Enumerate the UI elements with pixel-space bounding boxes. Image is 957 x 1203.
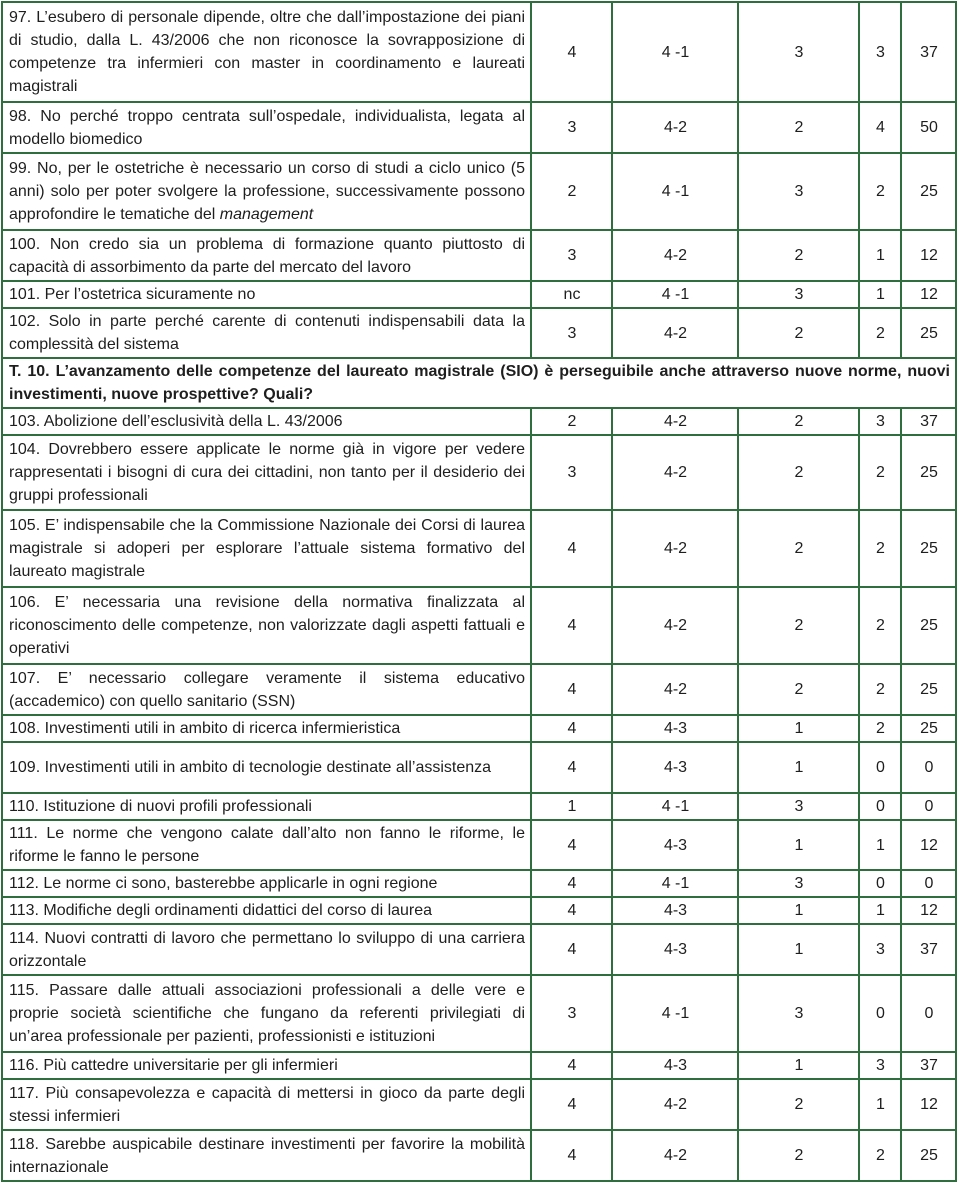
value-cell-3: 2 (738, 435, 859, 510)
statement-cell (2, 1052, 531, 1079)
value-cell-1: 4 (531, 2, 612, 102)
value-cell-1: nc (531, 281, 612, 308)
statement-text: 114. Nuovi contratti di lavoro che permettano lo sviluppo di una carriera orizzontale (9, 929, 525, 970)
table-row (2, 1052, 956, 1079)
value-cell-5: 25 (901, 153, 956, 230)
statement-cell (2, 435, 531, 510)
statement-cell (2, 308, 531, 358)
value-cell-4: 2 (859, 1130, 901, 1181)
value-cell-1: 4 (531, 1130, 612, 1181)
value-cell-4: 2 (859, 308, 901, 358)
value-cell-3: 2 (738, 102, 859, 153)
statement-cell (2, 715, 531, 742)
value-cell-1: 3 (531, 435, 612, 510)
value-cell-3: 3 (738, 793, 859, 820)
value-cell-3: 1 (738, 897, 859, 924)
value-cell-3: 1 (738, 742, 859, 793)
value-cell-3: 3 (738, 281, 859, 308)
statement-text: 107. E’ necessario collegare veramente il sistema educativo (accademico) con quello sanitario (SSN) (9, 669, 525, 710)
statement-text: 109. Investimenti utili in ambito di tecnologie destinate all’assistenza (9, 759, 492, 776)
statement-text: 115. Passare dalle attuali associazioni professionali a delle vere e proprie società scientifiche che fungano da referenti privilegiati di un’area professionale per pazienti, professionisti e istituzioni (9, 982, 525, 1045)
value-cell-4: 1 (859, 1079, 901, 1130)
statement-italic-text: management (219, 206, 314, 223)
value-cell-1: 4 (531, 924, 612, 975)
table-row (2, 715, 956, 742)
value-cell-2: 4-3 (612, 897, 738, 924)
value-cell-5: 37 (901, 1052, 956, 1079)
value-cell-5: 50 (901, 102, 956, 153)
value-cell-5: 12 (901, 281, 956, 308)
table-row (2, 1079, 956, 1130)
value-cell-4: 0 (859, 870, 901, 897)
table-row (2, 408, 956, 435)
value-cell-3: 2 (738, 408, 859, 435)
value-cell-1: 4 (531, 664, 612, 715)
value-cell-5: 37 (901, 408, 956, 435)
value-cell-2: 4-2 (612, 102, 738, 153)
table-row (2, 281, 956, 308)
value-cell-4: 1 (859, 897, 901, 924)
value-cell-2: 4-2 (612, 408, 738, 435)
statement-text: 111. Le norme che vengono calate dall’alto non fanno le riforme, le riforme le fanno le persone (9, 825, 525, 865)
table-row (2, 820, 956, 870)
value-cell-5: 12 (901, 1079, 956, 1130)
delphi-results-table (1, 1, 957, 1182)
statement-text: 113. Modifiche degli ordinamenti didattici del corso di laurea (9, 902, 433, 919)
value-cell-1: 4 (531, 715, 612, 742)
table-row (2, 664, 956, 715)
value-cell-5: 25 (901, 308, 956, 358)
value-cell-1: 4 (531, 1079, 612, 1130)
value-cell-4: 0 (859, 793, 901, 820)
statement-cell (2, 975, 531, 1052)
value-cell-5: 12 (901, 820, 956, 870)
value-cell-1: 3 (531, 975, 612, 1052)
value-cell-1: 2 (531, 153, 612, 230)
value-cell-4: 3 (859, 2, 901, 102)
value-cell-2: 4-2 (612, 308, 738, 358)
value-cell-4: 2 (859, 435, 901, 510)
value-cell-1: 4 (531, 1052, 612, 1079)
statement-cell (2, 820, 531, 870)
value-cell-1: 4 (531, 820, 612, 870)
table-row (2, 435, 956, 510)
value-cell-4: 3 (859, 924, 901, 975)
statement-cell (2, 870, 531, 897)
value-cell-2: 4-3 (612, 924, 738, 975)
table-row (2, 1130, 956, 1181)
statement-cell (2, 230, 531, 281)
value-cell-1: 2 (531, 408, 612, 435)
value-cell-4: 2 (859, 153, 901, 230)
value-cell-3: 2 (738, 230, 859, 281)
value-cell-5: 25 (901, 587, 956, 664)
value-cell-5: 0 (901, 793, 956, 820)
value-cell-5: 0 (901, 742, 956, 793)
statement-cell (2, 664, 531, 715)
value-cell-5: 0 (901, 870, 956, 897)
value-cell-3: 2 (738, 587, 859, 664)
statement-cell (2, 924, 531, 975)
value-cell-5: 25 (901, 1130, 956, 1181)
table-row (2, 742, 956, 793)
statement-text: 106. E’ necessaria una revisione della normativa finalizzata al riconoscimento delle competenze, non valorizzate dagli aspetti fattuali e operativi (9, 594, 525, 657)
statement-text: 100. Non credo sia un problema di formazione quanto piuttosto di capacità di assorbimento da parte del mercato del lavoro (9, 235, 525, 276)
table-row (2, 897, 956, 924)
value-cell-3: 2 (738, 308, 859, 358)
value-cell-3: 1 (738, 820, 859, 870)
value-cell-4: 3 (859, 1052, 901, 1079)
table-row (2, 153, 956, 230)
value-cell-5: 37 (901, 924, 956, 975)
statement-text: 108. Investimenti utili in ambito di ricerca infermieristica (9, 720, 401, 737)
statement-cell (2, 281, 531, 308)
value-cell-2: 4 -1 (612, 153, 738, 230)
statement-cell (2, 793, 531, 820)
table-row (2, 308, 956, 358)
value-cell-2: 4 -1 (612, 281, 738, 308)
value-cell-2: 4-2 (612, 664, 738, 715)
statement-cell (2, 742, 531, 793)
value-cell-3: 3 (738, 870, 859, 897)
value-cell-1: 4 (531, 587, 612, 664)
value-cell-2: 4-2 (612, 1079, 738, 1130)
statement-text: 105. E’ indispensabile che la Commissione Nazionale dei Corsi di laurea magistrale si adoperi per esplorare l’attuale sistema formativo del laureato magistrale (9, 517, 525, 580)
value-cell-1: 4 (531, 742, 612, 793)
value-cell-3: 3 (738, 153, 859, 230)
table-row (2, 510, 956, 587)
section-question: T. 10. L’avanzamento delle competenze del laureato magistrale (SIO) è perseguibile anche attraverso nuove norme, nuovi investimenti, nuove prospettive? Quali? (2, 358, 956, 408)
value-cell-4: 1 (859, 820, 901, 870)
value-cell-5: 37 (901, 2, 956, 102)
statement-cell (2, 510, 531, 587)
statement-cell (2, 408, 531, 435)
value-cell-4: 1 (859, 230, 901, 281)
value-cell-2: 4-2 (612, 230, 738, 281)
value-cell-5: 25 (901, 435, 956, 510)
value-cell-3: 3 (738, 975, 859, 1052)
table-row (2, 230, 956, 281)
value-cell-1: 3 (531, 308, 612, 358)
value-cell-4: 4 (859, 102, 901, 153)
table-row (2, 793, 956, 820)
value-cell-4: 2 (859, 664, 901, 715)
statement-cell (2, 1079, 531, 1130)
value-cell-5: 25 (901, 664, 956, 715)
value-cell-5: 12 (901, 230, 956, 281)
value-cell-4: 3 (859, 408, 901, 435)
value-cell-3: 3 (738, 2, 859, 102)
value-cell-3: 2 (738, 510, 859, 587)
statement-text: 118. Sarebbe auspicabile destinare investimenti per favorire la mobilità internazionale (9, 1135, 525, 1176)
value-cell-1: 3 (531, 102, 612, 153)
value-cell-1: 4 (531, 870, 612, 897)
value-cell-5: 0 (901, 975, 956, 1052)
value-cell-3: 2 (738, 664, 859, 715)
value-cell-1: 4 (531, 510, 612, 587)
value-cell-2: 4 -1 (612, 975, 738, 1052)
value-cell-2: 4-2 (612, 435, 738, 510)
statement-cell (2, 897, 531, 924)
value-cell-2: 4-3 (612, 1052, 738, 1079)
statement-cell (2, 102, 531, 153)
statement-text: 104. Dovrebbero essere applicate le norme già in vigore per vedere rappresentati i bisogni di cura dei cittadini, non tanto per il desiderio dei gruppi professionali (9, 441, 525, 504)
statement-text: 112. Le norme ci sono, basterebbe applicarle in ogni regione (9, 875, 438, 892)
value-cell-1: 1 (531, 793, 612, 820)
statement-text: 103. Abolizione dell’esclusività della L. 43/2006 (9, 413, 343, 430)
value-cell-1: 3 (531, 230, 612, 281)
value-cell-2: 4-3 (612, 820, 738, 870)
value-cell-3: 2 (738, 1079, 859, 1130)
value-cell-2: 4-2 (612, 587, 738, 664)
value-cell-4: 2 (859, 587, 901, 664)
value-cell-3: 2 (738, 1130, 859, 1181)
value-cell-5: 12 (901, 897, 956, 924)
table-row (2, 975, 956, 1052)
value-cell-4: 0 (859, 742, 901, 793)
table-row (2, 102, 956, 153)
statement-text: 102. Solo in parte perché carente di contenuti indispensabili data la complessità del sistema (9, 313, 525, 353)
section-header-row (2, 358, 956, 408)
statement-cell (2, 1130, 531, 1181)
statement-cell (2, 153, 531, 230)
value-cell-3: 1 (738, 715, 859, 742)
table-body (2, 2, 956, 1181)
statement-text: 97. L’esubero di personale dipende, oltre che dall’impostazione dei piani di studio, dalla L. 43/2006 che non riconosce la sovrapposizione di competenze tra infermieri con master in coordinamento e laureati magistrali (9, 9, 525, 95)
value-cell-5: 25 (901, 510, 956, 587)
value-cell-2: 4-3 (612, 715, 738, 742)
value-cell-4: 2 (859, 510, 901, 587)
value-cell-2: 4-2 (612, 510, 738, 587)
value-cell-2: 4 -1 (612, 870, 738, 897)
table-row (2, 924, 956, 975)
statement-cell (2, 2, 531, 102)
statement-text: 99. No, per le ostetriche è necessario un corso di studi a ciclo unico (5 anni) solo per poter svolgere la professione, successivamente possono approfondire le tematiche del (9, 160, 525, 223)
value-cell-4: 2 (859, 715, 901, 742)
statement-text: 101. Per l’ostetrica sicuramente no (9, 286, 256, 303)
statement-text: 117. Più consapevolezza e capacità di mettersi in gioco da parte degli stessi infermieri (9, 1084, 525, 1125)
table-row (2, 587, 956, 664)
value-cell-2: 4 -1 (612, 793, 738, 820)
table-row (2, 2, 956, 102)
value-cell-2: 4 -1 (612, 2, 738, 102)
value-cell-1: 4 (531, 897, 612, 924)
value-cell-3: 1 (738, 924, 859, 975)
table-row (2, 870, 956, 897)
value-cell-2: 4-2 (612, 1130, 738, 1181)
statement-text: 98. No perché troppo centrata sull’ospedale, individualista, legata al modello biomedico (9, 107, 525, 148)
value-cell-4: 1 (859, 281, 901, 308)
value-cell-2: 4-3 (612, 742, 738, 793)
value-cell-4: 0 (859, 975, 901, 1052)
value-cell-5: 25 (901, 715, 956, 742)
statement-text: 110. Istituzione di nuovi profili professionali (9, 798, 312, 815)
value-cell-3: 1 (738, 1052, 859, 1079)
statement-cell (2, 587, 531, 664)
statement-text: 116. Più cattedre universitarie per gli infermieri (9, 1057, 338, 1074)
